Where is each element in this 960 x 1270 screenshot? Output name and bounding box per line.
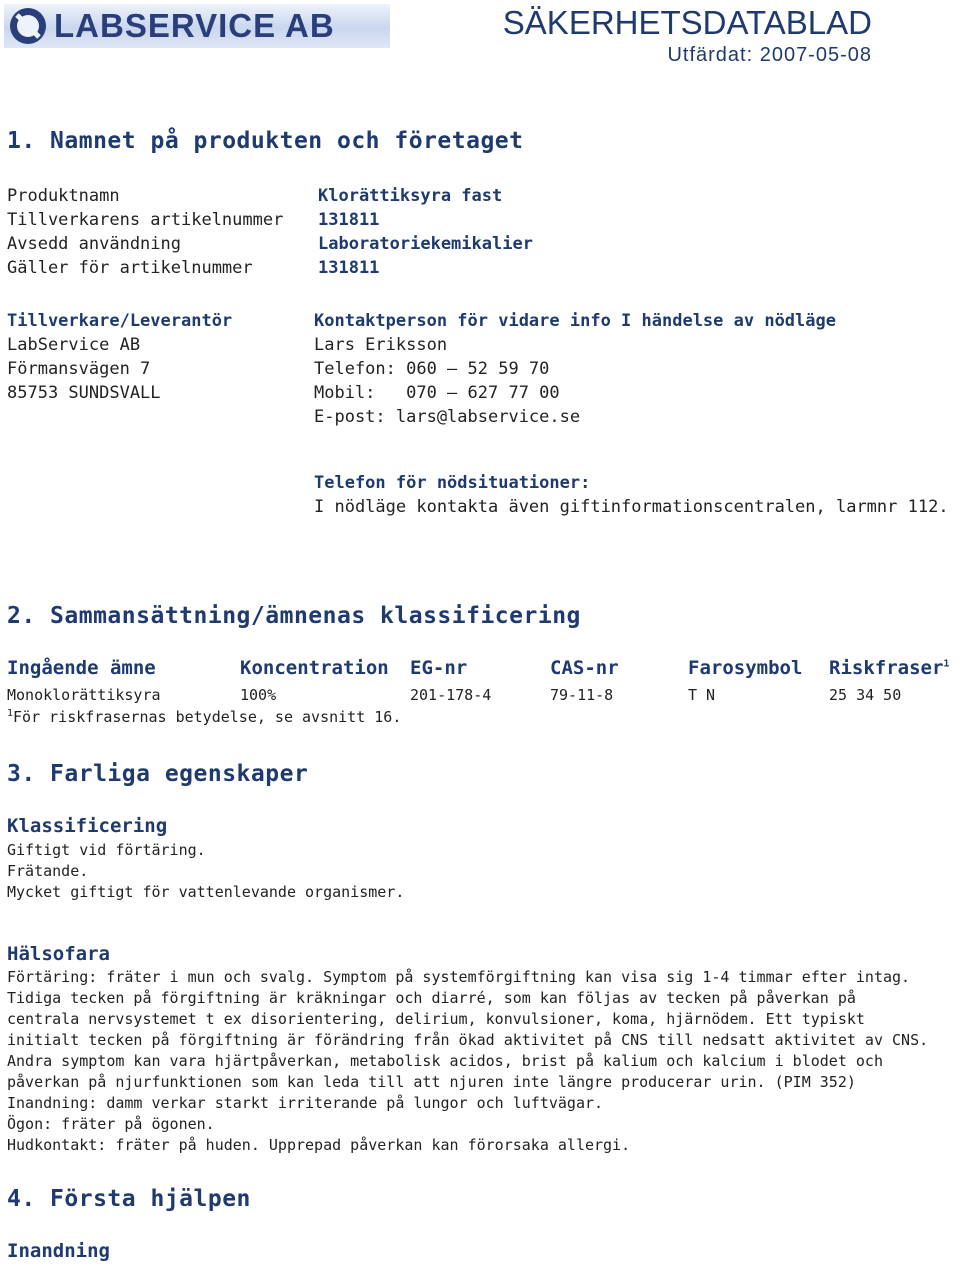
supplier-street: Förmansvägen 7 [7, 359, 151, 379]
footnote-mark: 1 [943, 658, 950, 670]
first-aid-subheading: Inandning [7, 1240, 110, 1262]
contact-heading: Kontaktperson för vidare info I händelse av nödläge [314, 311, 836, 331]
contact-name: Lars Eriksson [314, 335, 448, 355]
table-cell: 79-11-8 [550, 686, 614, 704]
company-logo [4, 4, 390, 48]
supplier-heading: Tillverkare/Leverantör [7, 311, 233, 331]
section-3-heading: 3. Farliga egenskaper [7, 761, 309, 787]
health-paragraph: Hudkontakt: fräter på huden. Upprepad påverkan kan förorsaka allergi. [7, 1136, 631, 1154]
classification-line: Giftigt vid förtäring. [7, 841, 206, 859]
column-header: CAS-nr [550, 657, 619, 679]
field-label: Gäller för artikelnummer [7, 258, 253, 278]
footnote-text: För riskfrasernas betydelse, se avsnitt 16. [13, 708, 402, 726]
health-paragraph: Inandning: damm verkar starkt irriterande på lungor och luftvägar. [7, 1094, 604, 1112]
table-cell: 201-178-4 [410, 686, 492, 704]
contact-phone: Telefon: 060 – 52 59 70 [314, 359, 550, 379]
table-cell: Monoklorättiksyra [7, 686, 161, 704]
field-value: Laboratoriekemikalier [318, 234, 533, 254]
section-4-heading: 4. Första hjälpen [7, 1186, 251, 1212]
supplier-city: 85753 SUNDSVALL [7, 383, 161, 403]
health-paragraph: Ögon: fräter på ögonen. [7, 1115, 215, 1133]
health-paragraph: Förtäring: fräter i mun och svalg. Symptom på systemförgiftning kan visa sig 1-4 timmar efter intag. Tidiga tecken på förgiftning är kräkningar och diarré, som kan följas av tecken på påverkan på centrala nervsystemet t ex disorientering, delirium, konvulsioner, koma, hjärnödem. Ett typiskt initialt tecken på förgiftning är förändring från ökad aktivitet på CNS till nedsatt aktivitet av CNS. Andra symptom kan vara hjärtpåverkan, metabolisk acidos, brist på kalium och kalcium i blodet och påverkan på njurfunktionen som kan leda till att njuren inte längre producerar urin. (PIM 352) [7, 968, 929, 1091]
supplier-name: LabService AB [7, 335, 141, 355]
document-title: SÄKERHETSDATABLAD [502, 4, 872, 41]
field-value: 131811 [318, 258, 380, 278]
section-2-heading: 2. Sammansättning/ämnenas klassificering [7, 603, 581, 629]
logo-text: LABSERVICE AB [54, 7, 335, 44]
table-footnote [7, 708, 401, 726]
column-header-riskfraser [829, 657, 949, 679]
table-cell: 100% [240, 686, 277, 704]
labservice-logo-icon [8, 6, 48, 46]
field-label: Avsedd användning [7, 234, 181, 254]
table-cell: 25 34 50 [829, 686, 902, 704]
field-value: Klorättiksyra fast [318, 186, 503, 206]
column-header-label: Riskfraser [829, 657, 944, 679]
section-1-heading: 1. Namnet på produkten och företaget [7, 128, 524, 154]
footnote-mark: 1 [7, 708, 14, 719]
classification-line: Frätande. [7, 862, 89, 880]
emergency-heading: Telefon för nödsituationer: [314, 473, 591, 493]
column-header: EG-nr [410, 657, 468, 679]
classification-line: Mycket giftigt för vattenlevande organismer. [7, 883, 405, 901]
column-header: Farosymbol [688, 657, 803, 679]
column-header: Koncentration [240, 657, 389, 679]
issued-date: Utfärdat: 2007-05-08 [667, 44, 872, 66]
emergency-text: I nödläge kontakta även giftinformationscentralen, larmnr 112. [314, 497, 949, 517]
column-header: Ingående ämne [7, 657, 156, 679]
field-value: 131811 [318, 210, 380, 230]
health-heading: Hälsofara [7, 943, 110, 965]
contact-email[interactable]: E-post: lars@labservice.se [314, 407, 581, 427]
table-cell: T N [688, 686, 716, 704]
field-label: Tillverkarens artikelnummer [7, 210, 284, 230]
contact-mobile: Mobil: 070 – 627 77 00 [314, 383, 560, 403]
field-label: Produktnamn [7, 186, 120, 206]
classification-heading: Klassificering [7, 815, 168, 837]
